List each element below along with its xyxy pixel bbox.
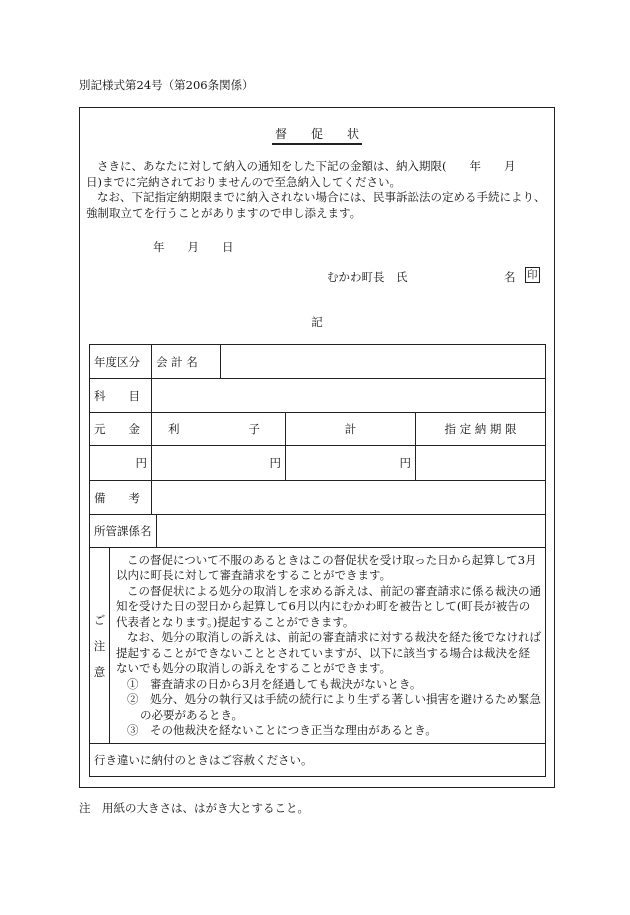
notice-label-char-2: 注 (93, 638, 106, 653)
notice-paragraph: この督促状による処分の取消しを求める訴えは、前記の審査請求に係る裁決の通知を受けた日の翌日から起算して6月以内にむかわ町を被告として(町長が被告の代表者となります。)提起することができます。 (116, 583, 541, 629)
paragraph-enforcement-notice: なお、下記指定納期限までに納入されない場合には、民事訴訟法の定める手続により、強制取立てを行うことがありますので申し添えます。 (86, 190, 546, 220)
notice-paragraph: この督促について不服のあるときはこの督促状を受け取った日から起算して3月以内に町長に対して審査請求をすることができます。 (116, 552, 537, 582)
notice-frame (79, 107, 555, 788)
label-account-name: 会 計 名 (152, 345, 221, 379)
notice-item: ① 審査請求の日から3月を経過しても裁決がないとき。 (127, 676, 422, 691)
value-interest: 円 (152, 446, 286, 481)
label-principal: 元 金 (90, 413, 152, 446)
document-title-text: 督 促 状 (272, 125, 362, 145)
notice-body (110, 548, 546, 744)
value-principal: 円 (90, 446, 152, 481)
apology-note: 行き違いに納付のときはご容赦ください。 (90, 744, 546, 777)
paragraph-payment-notice: さきに、あなたに対して納入の通知をした下記の金額は、納入期限( 年 月 日)までに完納されておりませんので至急納入してください。 (86, 159, 539, 189)
seal-stamp: 印 (527, 269, 538, 281)
notice-label-char-1: ご (93, 612, 106, 627)
label-department: 所管課係名 (90, 515, 157, 548)
seal-name-label: 名 (504, 270, 516, 284)
notice-paragraph: なお、処分の取消しの訴えは、前記の審査請求に対する裁決を経た後でなければ提起することができないこととされていますが、以下に該当する場合は裁決を経ないでも処分の取消しの訴えをすることができます。 (116, 630, 541, 675)
details-table (89, 344, 546, 777)
value-total: 円 (286, 446, 416, 481)
label-subject: 科 目 (90, 379, 152, 413)
value-account-name (221, 345, 546, 379)
date-line: 年 月 日 (153, 240, 234, 254)
notice-label (90, 548, 110, 744)
form-label: 別記様式第24号（第206条関係） (79, 78, 254, 92)
value-department (157, 515, 546, 548)
value-remarks (152, 481, 546, 515)
label-designated-deadline: 指 定 納 期 限 (416, 413, 546, 446)
label-interest: 利 子 (152, 413, 286, 446)
value-subject (152, 379, 546, 413)
ki-heading: 記 (311, 315, 323, 329)
document-title (80, 125, 554, 145)
value-designated-deadline (416, 446, 546, 481)
notice-label-char-3: 意 (93, 664, 106, 679)
label-remarks: 備 考 (90, 481, 152, 515)
issuer-name: むかわ町長 氏 (327, 270, 408, 284)
notice-item: ② 処分、処分の執行又は手続の続行により生ずる著しい損害を避けるため緊急の必要があるとき。 (127, 692, 541, 722)
label-fiscal-year: 年度区分 (90, 345, 152, 379)
notice-item: ③ その他裁決を経ないことにつき正当な理由があるとき。 (127, 723, 437, 737)
footnote: 注 用紙の大きさは、はがき大とすること。 (79, 801, 309, 815)
label-total: 計 (286, 413, 416, 446)
